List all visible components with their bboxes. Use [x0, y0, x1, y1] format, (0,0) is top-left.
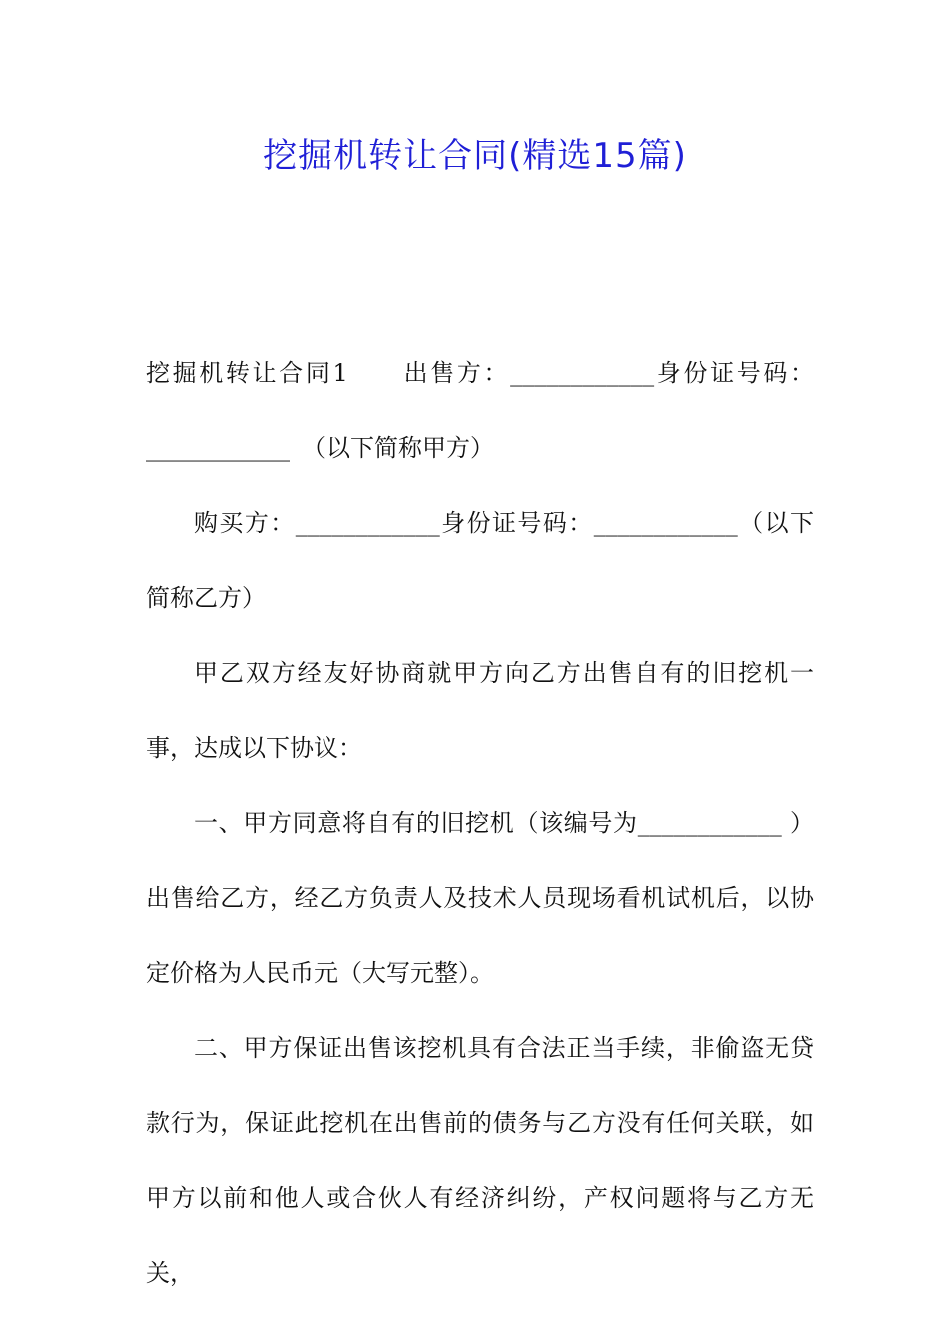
paragraph-4: 一、甲方同意将自有的旧挖机（该编号为____________ ）出售给乙方，经乙方负责人及技术人员现场看机试机后，以协定价格为人民币元（大写元整）。	[146, 809, 814, 987]
paragraph-5: 二、甲方保证出售该挖机具有合法正当手续，非偷盗无贷款行为，保证此挖机在出售前的债务与乙方没有任何关联，如甲方以前和他人或合伙人有经济纠纷，产权问题将与乙方无关，	[146, 1034, 814, 1287]
paragraph-1: 挖掘机转让合同1 出售方：____________身份证号码：____________ （以下简称甲方）	[146, 359, 814, 462]
document-body	[146, 336, 814, 1311]
paragraph-2: 购买方：____________身份证号码：____________（以下简称乙方）	[146, 509, 814, 612]
document-title: 挖掘机转让合同(精选15篇)	[263, 136, 687, 176]
paragraph-3: 甲乙双方经友好协商就甲方向乙方出售自有的旧挖机一事，达成以下协议：	[146, 659, 814, 762]
